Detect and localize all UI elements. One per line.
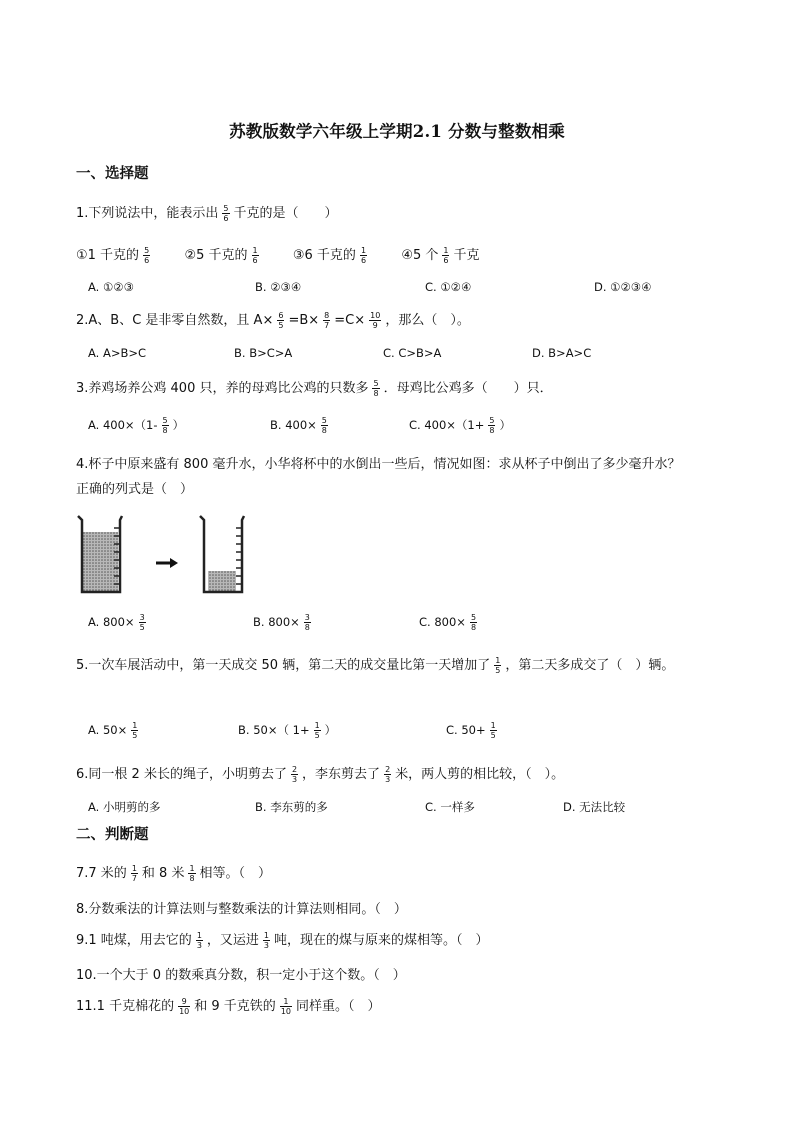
numerator: 1 xyxy=(495,656,501,665)
denominator: 5 xyxy=(495,666,501,675)
denominator: 7 xyxy=(131,874,137,883)
option-b[interactable] xyxy=(253,613,315,632)
fraction xyxy=(263,931,270,950)
numerator: 3 xyxy=(139,613,145,622)
numerator: 5 xyxy=(489,416,495,425)
denominator: 8 xyxy=(189,874,195,883)
option-a[interactable]: A. ①②③ xyxy=(88,280,134,294)
numerator: 1 xyxy=(189,864,195,873)
question-2-text-e: ，那么（ ）。 xyxy=(385,313,470,328)
fraction xyxy=(252,246,259,265)
question-5-text-b: ，第二天多成交了（ ）辆。 xyxy=(505,658,675,673)
question-6-text-b: ，李东剪去了 xyxy=(302,767,381,782)
section-choice-heading: 一、选择题 xyxy=(76,166,149,182)
option-b-text: B. 800× xyxy=(253,615,300,629)
option-b[interactable] xyxy=(238,721,336,740)
option-c-text: C. 400×（1+ xyxy=(409,418,485,432)
denominator: 8 xyxy=(321,426,327,435)
question-1-statements xyxy=(76,244,479,265)
option-b-text: B. 50×（ 1+ xyxy=(238,723,310,737)
full-beaker xyxy=(78,516,122,592)
fraction xyxy=(162,416,169,435)
fraction xyxy=(360,246,367,265)
denominator: 6 xyxy=(443,256,449,265)
option-b[interactable]: B. 李东剪的多 xyxy=(255,800,328,814)
fraction xyxy=(372,379,379,398)
numerator: 3 xyxy=(304,613,310,622)
question-4-line-2: 正确的列式是（ ） xyxy=(76,482,194,497)
option-b[interactable]: B. B>C>A xyxy=(234,346,293,360)
option-c[interactable]: C. C>B>A xyxy=(383,346,442,360)
fraction xyxy=(321,416,328,435)
numerator: 1 xyxy=(132,721,138,730)
numerator: 1 xyxy=(263,931,270,940)
fraction xyxy=(178,997,190,1016)
question-2 xyxy=(76,309,470,330)
fraction xyxy=(139,613,146,632)
denominator: 5 xyxy=(132,731,138,740)
denominator: 10 xyxy=(280,1007,291,1016)
option-c[interactable] xyxy=(446,721,501,740)
numerator: 1 xyxy=(196,931,202,940)
numerator: 5 xyxy=(223,204,229,213)
question-4-line-1: 4.杯子中原来盛有 800 毫升水，小华将杯中的水倒出一些后，情况如图：求从杯子中倒出了多少毫升水？ xyxy=(76,457,681,472)
denominator: 8 xyxy=(470,623,477,632)
numerator: 1 xyxy=(252,246,258,255)
beaker-illustration xyxy=(74,514,254,596)
numerator: 1 xyxy=(283,997,289,1006)
numerator: 1 xyxy=(443,246,449,255)
fraction xyxy=(188,864,195,883)
option-c-close: ） xyxy=(499,418,511,432)
option-a[interactable] xyxy=(88,613,150,632)
statement-4-unit: 千克 xyxy=(453,248,480,263)
denominator: 6 xyxy=(223,214,229,223)
question-7-text-a: 7.7 米的 xyxy=(76,866,127,881)
option-d[interactable]: D. B>A>C xyxy=(532,346,592,360)
option-c[interactable] xyxy=(419,613,481,632)
numerator: 2 xyxy=(385,765,391,774)
denominator: 3 xyxy=(291,775,298,784)
denominator: 8 xyxy=(162,426,168,435)
denominator: 5 xyxy=(490,731,496,740)
question-9-text-c: 吨，现在的煤与原来的煤相等。（ ） xyxy=(274,933,489,948)
fraction xyxy=(143,246,150,265)
fraction xyxy=(280,997,292,1016)
question-1-text-a: 1.下列说法中，能表示出 xyxy=(76,206,219,221)
question-8: 8.分数乘法的计算法则与整数乘法的计算法则相同。（ ） xyxy=(76,902,407,917)
option-a-text: A. 800× xyxy=(88,615,135,629)
option-d[interactable]: D. 无法比较 xyxy=(563,800,626,814)
question-9 xyxy=(76,929,489,950)
question-7-text-c: 相等。（ ） xyxy=(199,866,272,881)
question-9-text-b: ，又运进 xyxy=(206,933,259,948)
numerator: 1 xyxy=(490,721,496,730)
question-11-text-c: 同样重。（ ） xyxy=(296,999,381,1014)
statement-3: ③6 千克的 xyxy=(292,248,356,263)
numerator: 5 xyxy=(321,416,327,425)
option-c[interactable]: C. ①②④ xyxy=(425,280,472,294)
denominator: 9 xyxy=(369,320,381,330)
fraction xyxy=(196,931,203,950)
numerator: 5 xyxy=(144,246,150,255)
question-3-text-b: ．母鸡比公鸡多（ ）只． xyxy=(383,381,553,396)
option-a-text: A. 50× xyxy=(88,723,128,737)
numerator: 1 xyxy=(360,246,367,255)
fraction xyxy=(131,864,138,883)
fraction xyxy=(488,416,495,435)
numerator: 6 xyxy=(278,311,284,320)
denominator: 5 xyxy=(314,731,320,740)
fraction xyxy=(470,613,477,632)
option-c[interactable]: C. 一样多 xyxy=(425,800,475,814)
arrow-icon xyxy=(156,558,178,568)
fraction xyxy=(369,311,381,330)
option-b[interactable]: B. ②③④ xyxy=(255,280,302,294)
option-a-close: ） xyxy=(172,418,185,432)
option-a-text: A. 400×（1- xyxy=(88,418,158,432)
denominator: 6 xyxy=(144,256,150,265)
option-a[interactable]: A. 小明剪的多 xyxy=(88,800,161,814)
numerator: 9 xyxy=(181,997,187,1006)
fraction xyxy=(222,204,229,223)
question-2-text-c: =C× xyxy=(334,313,366,328)
question-6 xyxy=(76,763,564,784)
denominator: 3 xyxy=(385,775,391,784)
denominator: 8 xyxy=(489,426,495,435)
option-c[interactable] xyxy=(409,416,511,435)
question-7-text-b: 和 8 米 xyxy=(141,866,185,881)
numerator: 1 xyxy=(131,864,137,873)
numerator: 8 xyxy=(324,311,330,320)
fraction xyxy=(442,246,449,265)
question-2-text-a: 2.A、B、C 是非零自然数，且 A× xyxy=(76,313,274,328)
option-d[interactable]: D. ①②③④ xyxy=(594,280,652,294)
question-3 xyxy=(76,377,553,398)
question-2-text-b: =B× xyxy=(288,313,320,328)
statement-4: ④5 个 xyxy=(401,248,439,263)
question-11-text-b: 和 9 千克铁的 xyxy=(194,999,276,1014)
page-title: 苏教版数学六年级上学期2.1 分数与整数相乘 xyxy=(229,122,565,141)
numerator: 10 xyxy=(370,311,381,320)
numerator: 5 xyxy=(373,379,379,388)
question-1-text-b: 千克的是（ ） xyxy=(233,206,338,221)
numerator: 2 xyxy=(291,765,298,774)
numerator: 5 xyxy=(162,416,168,425)
option-b-text: B. 400× xyxy=(270,418,317,432)
question-5-text-a: 5.一次车展活动中，第一天成交 50 辆，第二天的成交量比第一天增加了 xyxy=(76,658,491,673)
option-b-close: ） xyxy=(324,723,337,737)
partial-beaker xyxy=(200,516,244,592)
fraction xyxy=(494,656,501,675)
statement-1: ①1 千克的 xyxy=(76,248,140,263)
fraction xyxy=(490,721,497,740)
section-judgement-heading: 二、判断题 xyxy=(76,827,149,843)
question-11-text-a: 11.1 千克棉花的 xyxy=(76,999,175,1014)
fraction xyxy=(384,765,391,784)
question-7 xyxy=(76,862,271,883)
option-b[interactable] xyxy=(270,416,332,435)
fraction xyxy=(314,721,321,740)
question-11 xyxy=(76,995,381,1016)
question-6-text-c: 米，两人剪的相比较，（ ）。 xyxy=(395,767,565,782)
fraction xyxy=(131,721,138,740)
option-a[interactable] xyxy=(88,416,184,435)
question-9-text-a: 9.1 吨煤，用去它的 xyxy=(76,933,192,948)
denominator: 7 xyxy=(324,321,330,330)
question-6-text-a: 6.同一根 2 米长的绳子，小明剪去了 xyxy=(76,767,287,782)
denominator: 10 xyxy=(179,1007,190,1016)
option-c-text: C. 50+ xyxy=(446,723,486,737)
denominator: 6 xyxy=(252,256,258,265)
statement-2: ②5 千克的 xyxy=(184,248,248,263)
denominator: 5 xyxy=(278,321,284,330)
option-a[interactable] xyxy=(88,721,142,740)
denominator: 8 xyxy=(304,623,310,632)
denominator: 3 xyxy=(196,941,202,950)
fraction xyxy=(277,311,284,330)
denominator: 5 xyxy=(139,623,145,632)
question-5 xyxy=(76,654,674,675)
question-1 xyxy=(76,202,338,223)
question-3-text-a: 3.养鸡场养公鸡 400 只，养的母鸡比公鸡的只数多 xyxy=(76,381,369,396)
fraction xyxy=(291,765,298,784)
denominator: 6 xyxy=(360,256,367,265)
option-a[interactable]: A. A>B>C xyxy=(88,346,147,360)
numerator: 1 xyxy=(314,721,320,730)
question-10: 10.一个大于 0 的数乘真分数，积一定小于这个数。（ ） xyxy=(76,968,406,983)
fraction xyxy=(323,311,330,330)
denominator: 3 xyxy=(263,941,270,950)
denominator: 8 xyxy=(373,389,379,398)
option-c-text: C. 800× xyxy=(419,615,466,629)
fraction xyxy=(304,613,311,632)
numerator: 5 xyxy=(470,613,477,622)
